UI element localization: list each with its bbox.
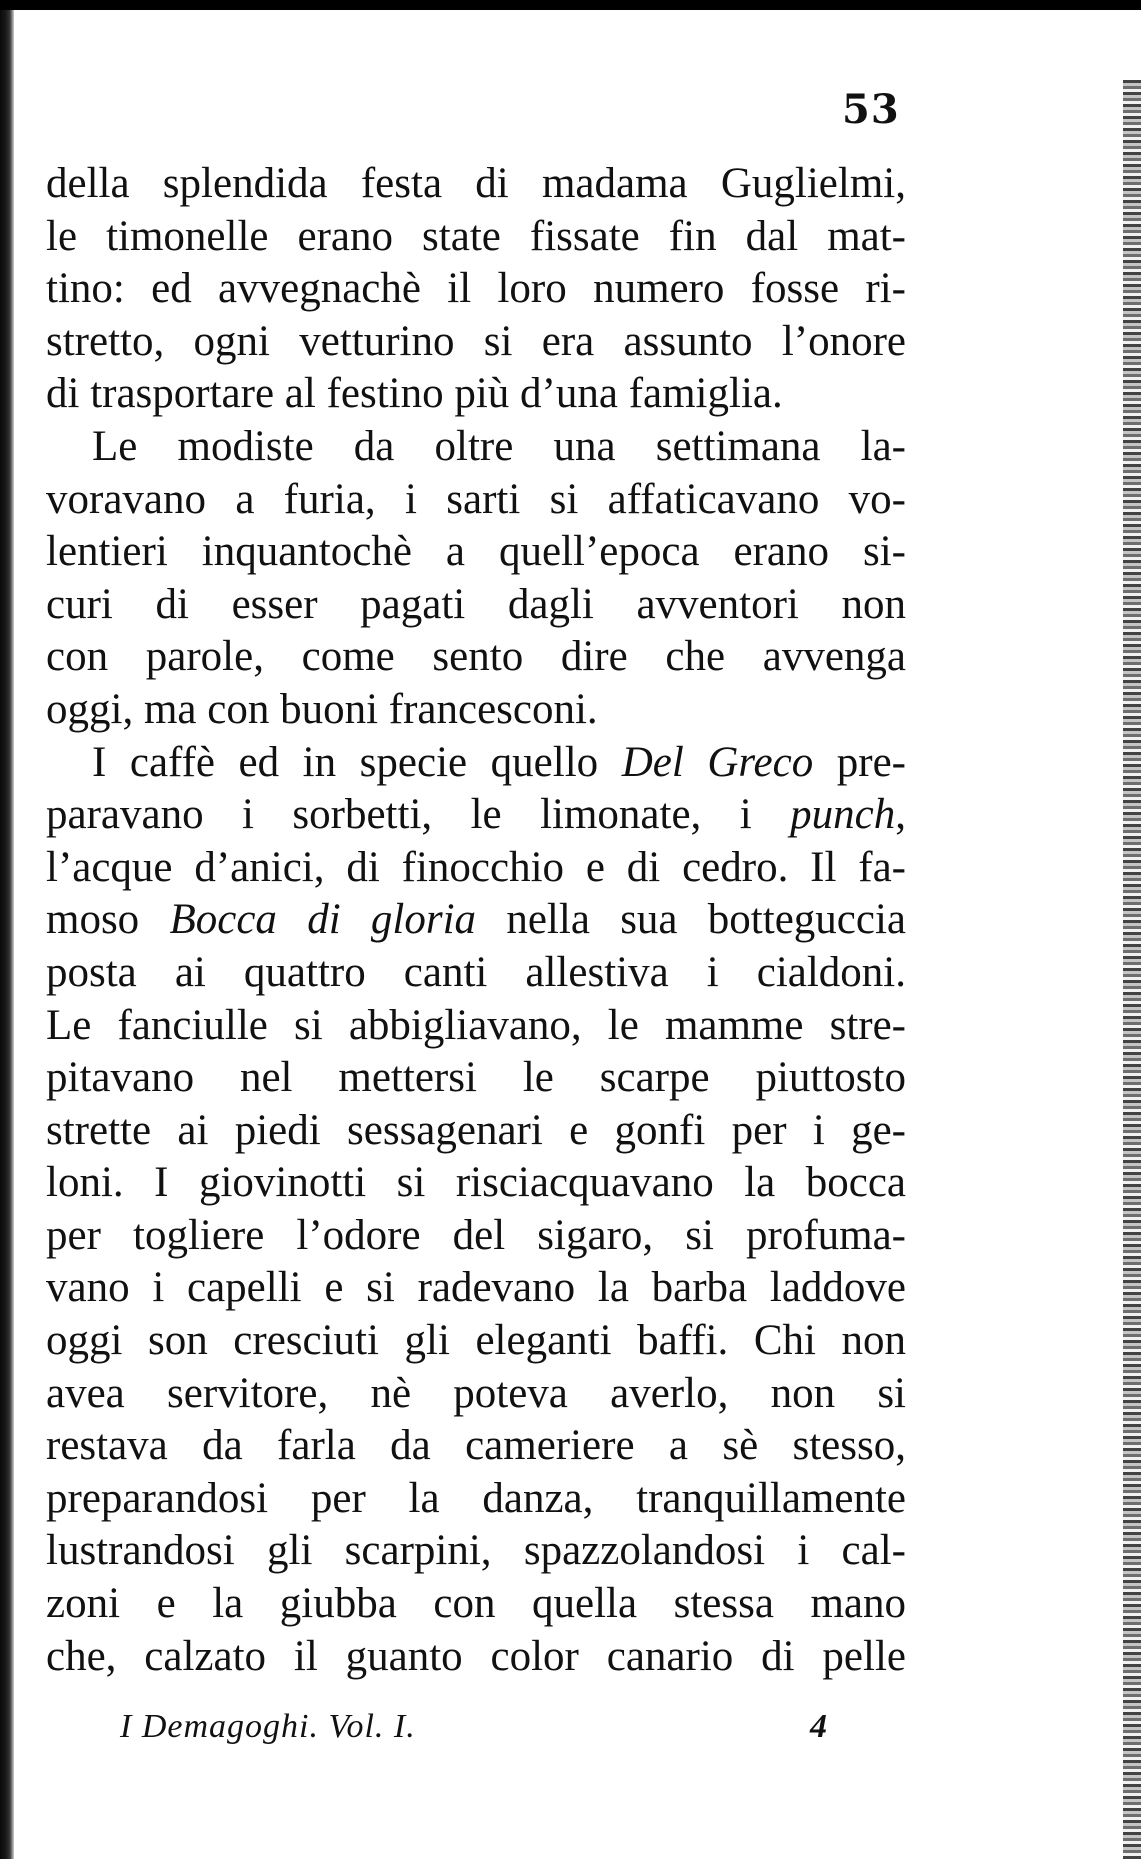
text-segment: che, calzato il guanto color canario di pelle — [46, 1632, 906, 1680]
text-segment: I caffè ed in specie quello — [92, 738, 622, 786]
text-line — [46, 1000, 906, 1053]
text-segment: Le modiste da oltre una settimana la- — [92, 422, 906, 470]
text-segment: lustrandosi gli scarpini, spazzolandosi i cal- — [46, 1527, 906, 1575]
text-line — [46, 526, 906, 579]
text-line — [46, 368, 906, 421]
text-line — [46, 263, 906, 316]
text-segment: della splendida festa di madama Guglielmi, — [46, 160, 906, 207]
page-number: 53 — [842, 86, 900, 133]
text-line — [46, 947, 906, 1000]
signature-number: 4 — [810, 1708, 827, 1745]
text-segment: voravano a furia, i sarti si affaticavano vo- — [46, 475, 906, 523]
text-segment: , — [895, 791, 906, 839]
text-segment: oggi son cresciuti gli eleganti baffi. Chi non — [46, 1317, 906, 1365]
text-segment: nella sua botteguccia — [476, 896, 906, 944]
text-segment: di trasportare al festino più d’una famiglia. — [46, 370, 783, 418]
text-line — [46, 1631, 906, 1684]
text-line — [46, 1420, 906, 1473]
text-line — [46, 737, 906, 790]
text-segment: oggi, ma con buoni francesconi. — [46, 685, 598, 733]
text-line — [46, 474, 906, 527]
text-line — [46, 158, 906, 211]
text-line — [46, 1210, 906, 1263]
text-segment: posta ai quattro canti allestiva i cialdoni. — [46, 948, 906, 996]
text-segment: restava da farla da cameriere a sè stesso, — [46, 1422, 906, 1470]
text-line — [46, 316, 906, 369]
text-line — [46, 421, 906, 474]
text-segment: Le fanciulle si abbigliavano, le mamme stre- — [46, 1001, 906, 1049]
text-line — [46, 211, 906, 264]
text-segment: pre- — [813, 738, 906, 786]
text-segment: le timonelle erano state fissate fin dal mat- — [46, 212, 906, 260]
text-segment: strette ai piedi sessagenari e gonfi per i ge- — [46, 1106, 906, 1154]
text-line — [46, 1157, 906, 1210]
text-segment: moso — [46, 896, 170, 944]
text-line — [46, 1368, 906, 1421]
text-segment: preparandosi per la danza, tranquillamente — [46, 1474, 906, 1522]
text-segment: stretto, ogni vetturino si era assunto l’onore — [46, 317, 906, 365]
text-line — [46, 1473, 906, 1526]
text-segment: lentieri inquantochè a quell’epoca erano si- — [46, 528, 906, 576]
text-line — [46, 1052, 906, 1105]
text-segment: curi di esser pagati dagli avventori non — [46, 580, 906, 628]
text-line — [46, 1262, 906, 1315]
text-line — [46, 579, 906, 632]
text-segment: loni. I giovinotti si risciacquavano la bocca — [46, 1159, 906, 1207]
text-line — [46, 789, 906, 842]
text-segment: zoni e la giubba con quella stessa mano — [46, 1580, 906, 1628]
text-line — [46, 894, 906, 947]
text-line — [46, 1105, 906, 1158]
text-line — [46, 1525, 906, 1578]
text-line — [46, 1578, 906, 1631]
text-segment: avea servitore, nè poteva averlo, non si — [46, 1369, 906, 1417]
text-segment: per togliere l’odore del sigaro, si profuma- — [46, 1211, 906, 1259]
text-line — [46, 1315, 906, 1368]
text-segment: l’acque d’anici, di finocchio e di cedro. Il fa- — [46, 843, 906, 891]
text-line — [46, 842, 906, 895]
page-right-edge — [1123, 80, 1141, 1859]
text-segment: tino: ed avvegnachè il loro numero fosse ri- — [46, 265, 906, 313]
text-segment: con parole, come sento dire che avvenga — [46, 633, 906, 681]
page-left-binding-edge — [0, 10, 14, 1859]
italic-text: punch — [790, 791, 896, 839]
page-top-border — [0, 0, 1141, 10]
signature-mark: I Demagoghi. Vol. I. — [120, 1708, 416, 1745]
text-segment: pitavano nel mettersi le scarpe piuttosto — [46, 1054, 906, 1102]
text-segment: paravano i sorbetti, le limonate, i — [46, 791, 791, 839]
text-segment: vano i capelli e si radevano la barba laddove — [46, 1264, 906, 1312]
text-line — [46, 631, 906, 684]
italic-text: Bocca di gloria — [169, 896, 477, 944]
italic-text: Del Greco — [621, 738, 814, 786]
body-text — [46, 158, 906, 1683]
text-line — [46, 684, 906, 737]
